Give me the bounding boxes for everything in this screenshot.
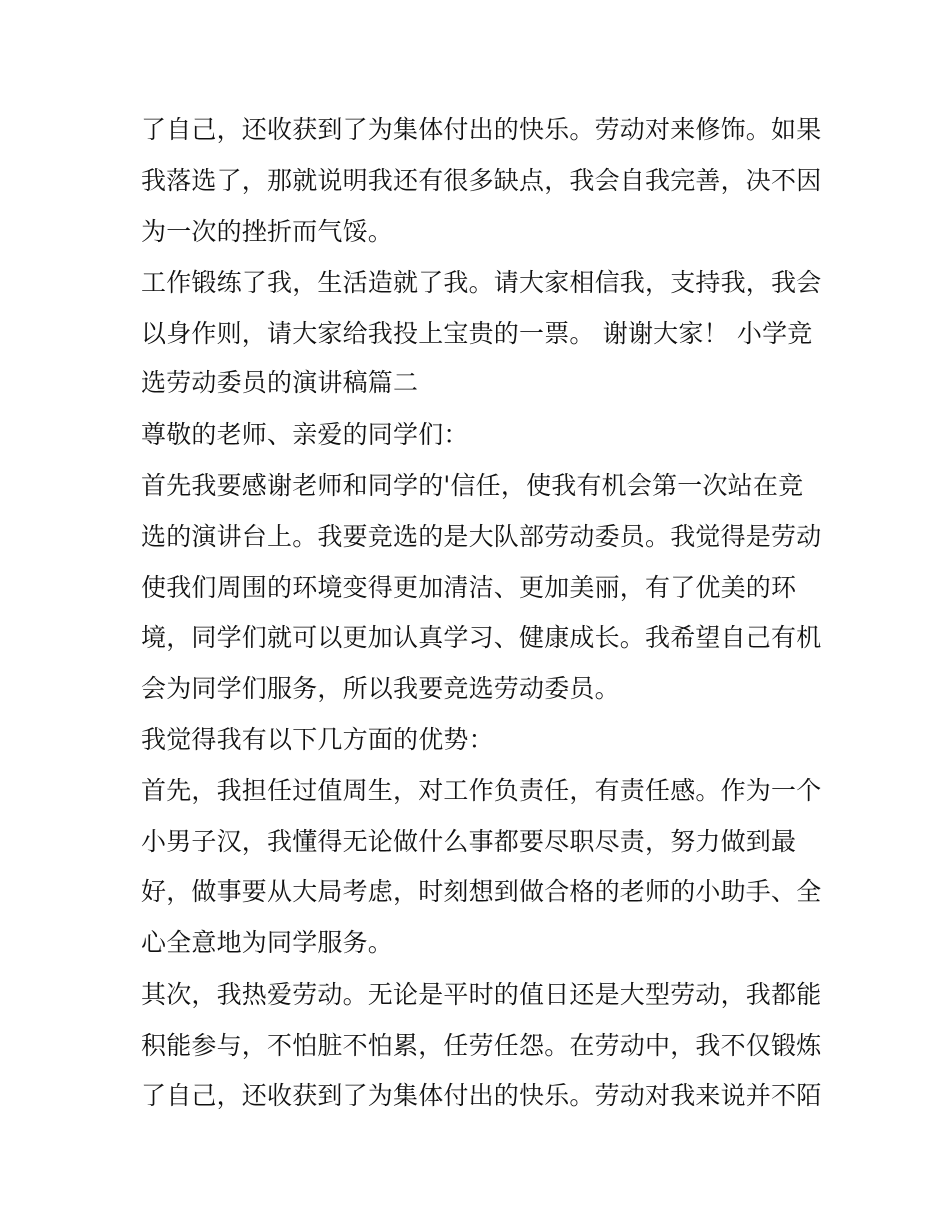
text-line-17: 心全意地为同学服务。	[141, 928, 394, 957]
text-line-14: 首先，我担任过值周生，对工作负责任，有责任感。作为一个	[141, 776, 822, 805]
text-line-6: 选劳动委员的演讲稿篇二	[141, 368, 419, 397]
text-line-11: 境，同学们就可以更加认真学习、健康成长。我希望自己有机	[141, 623, 822, 652]
text-line-4: 工作锻练了我，生活造就了我。请大家相信我，支持我，我会	[141, 268, 822, 297]
text-line-2: 我落选了，那就说明我还有很多缺点，我会自我完善，决不因	[141, 166, 822, 195]
text-line-9: 选的演讲台上。我要竞选的是大队部劳动委员。我觉得是劳动	[141, 522, 822, 551]
text-line-16: 好，做事要从大局考虑，时刻想到做合格的老师的小助手、全	[141, 877, 822, 906]
text-line-19: 积能参与，不怕脏不怕累，任劳任怨。在劳动中，我不仅锻炼	[141, 1031, 822, 1060]
text-line-7: 尊敬的老师、亲爱的同学们：	[141, 420, 469, 449]
text-line-3: 为一次的挫折而气馁。	[141, 217, 394, 246]
text-line-18: 其次，我热爱劳动。无论是平时的值日还是大型劳动，我都能	[141, 980, 822, 1009]
text-line-20: 了自己，还收获到了为集体付出的快乐。劳动对我来说并不陌	[141, 1081, 822, 1110]
text-line-8: 首先我要感谢老师和同学的'信任，使我有机会第一次站在竞	[141, 471, 804, 500]
text-line-15: 小男子汉，我懂得无论做什么事都要尽职尽责，努力做到最	[141, 827, 797, 856]
text-line-12: 会为同学们服务，所以我要竞选劳动委员。	[141, 674, 620, 703]
text-line-10: 使我们周围的环境变得更加清洁、更加美丽，有了优美的环	[141, 573, 797, 602]
text-line-1: 了自己，还收获到了为集体付出的快乐。劳动对来修饰。如果	[141, 115, 822, 144]
text-line-13: 我觉得我有以下几方面的优势：	[141, 725, 494, 754]
text-line-5: 以身作则，请大家给我投上宝贵的一票。 谢谢大家！ 小学竞	[141, 319, 813, 348]
